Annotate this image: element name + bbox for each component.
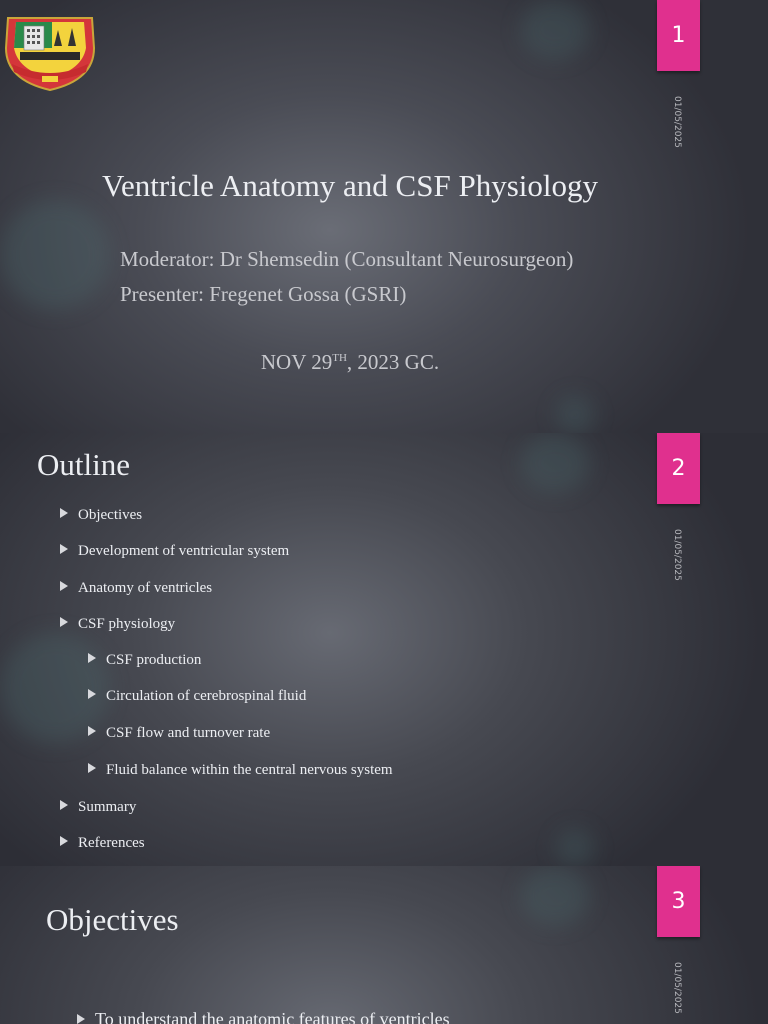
- outline-item: [60, 835, 145, 852]
- outline-item: [60, 543, 289, 560]
- date-superscript: TH: [332, 352, 347, 364]
- outline-item: [60, 799, 136, 816]
- outline-item: [88, 725, 270, 742]
- outline-item: [60, 616, 175, 633]
- date-prefix: NOV 29: [260, 350, 333, 374]
- slide-number-badge: 3: [657, 866, 700, 937]
- slide-date: 01/05/2025: [672, 529, 682, 581]
- slide-1: [0, 0, 768, 433]
- bullet-arrow-icon: [88, 726, 96, 736]
- slide-title: Outline: [37, 447, 130, 482]
- bullet-arrow-icon: [88, 653, 96, 663]
- outline-item-label: Anatomy of ventricles: [78, 580, 213, 596]
- bullet-arrow-icon: [60, 544, 68, 554]
- university-logo: [2, 8, 98, 92]
- bullet-arrow-icon: [60, 617, 68, 627]
- bullet-arrow-icon: [88, 689, 96, 699]
- background-glow: [520, 0, 590, 60]
- outline-item: [88, 652, 201, 669]
- outline-item-label: Circulation of cerebrospinal fluid: [106, 688, 307, 704]
- slide-title: Ventricle Anatomy and CSF Physiology: [102, 168, 598, 203]
- background-glow: [555, 395, 595, 433]
- slide-number-badge: 1: [657, 0, 700, 71]
- objective-item-label: To understand the anatomic features of ventricles: [95, 1009, 450, 1024]
- bullet-arrow-icon: [60, 800, 68, 810]
- outline-item-label: Fluid balance within the central nervous system: [106, 762, 393, 778]
- outline-item-label: CSF production: [106, 652, 202, 668]
- slide-title: Objectives: [46, 902, 179, 937]
- outline-item-label: Summary: [78, 799, 137, 815]
- slide-date: 01/05/2025: [672, 962, 682, 1014]
- outline-item-label: Development of ventricular system: [78, 543, 290, 559]
- date-suffix: , 2023 GC.: [346, 350, 440, 374]
- slide-number-badge: 2: [657, 433, 700, 504]
- outline-item-label: Objectives: [78, 507, 143, 523]
- presentation-date: [0, 350, 700, 375]
- bullet-arrow-icon: [60, 508, 68, 518]
- outline-item: [60, 580, 212, 597]
- moderator-line: Moderator: Dr Shemsedin (Consultant Neurosurgeon): [120, 247, 574, 271]
- presenter-line: Presenter: Fregenet Gossa (GSRI): [120, 282, 407, 306]
- objective-item: [77, 1009, 450, 1024]
- bullet-arrow-icon: [60, 836, 68, 846]
- outline-item: [88, 688, 306, 705]
- outline-item-label: CSF flow and turnover rate: [106, 725, 271, 741]
- slide-date: 01/05/2025: [672, 96, 682, 148]
- bullet-arrow-icon: [60, 581, 68, 591]
- objectives-list: [0, 866, 640, 1024]
- background-glow: [0, 200, 110, 310]
- outline-item-label: CSF physiology: [78, 616, 176, 632]
- bullet-arrow-icon: [88, 763, 96, 773]
- outline-item: [60, 507, 142, 524]
- outline-list: [0, 433, 640, 866]
- slide-2: [0, 433, 768, 866]
- outline-item-label: References: [78, 835, 145, 851]
- slide-3: [0, 866, 768, 1024]
- bullet-arrow-icon: [77, 1014, 85, 1024]
- outline-item: [88, 762, 393, 779]
